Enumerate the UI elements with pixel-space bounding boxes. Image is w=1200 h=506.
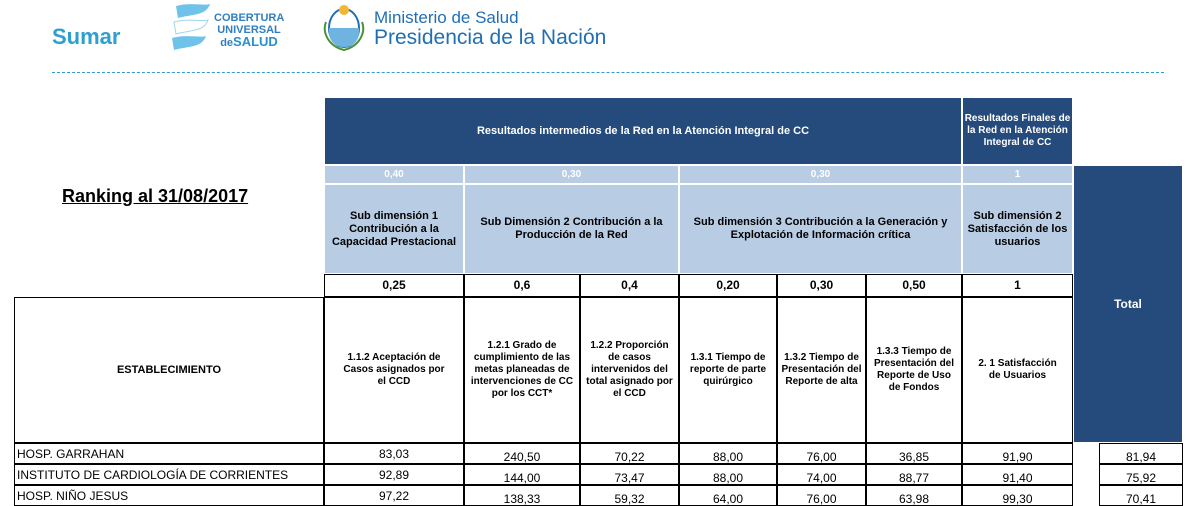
indicator-header: 2. 1 Satisfacción de Usuarios <box>962 297 1073 443</box>
table-row-name: HOSP. NIÑO JESUS <box>14 485 324 506</box>
indicator-weight: 0,30 <box>777 274 866 297</box>
total-header: Total <box>1073 165 1183 443</box>
indicator-weight: 0,50 <box>866 274 962 297</box>
table-total: 70,41 <box>1099 485 1183 506</box>
header-divider <box>52 72 1164 73</box>
subdimension-header: Sub dimensión 2 Satisfacción de los usuarios <box>962 184 1073 274</box>
table-cell: 73,47 <box>580 464 679 485</box>
indicator-weight: 0,25 <box>324 274 464 297</box>
table-cell: 88,00 <box>679 464 777 485</box>
cobertura-line2: UNIVERSAL <box>217 24 281 36</box>
indicator-header: 1.3.1 Tiempo de reporte de parte quirúrgico <box>679 297 777 443</box>
group-weight: 0,40 <box>324 165 464 184</box>
cobertura-line1: COBERTURA <box>214 12 285 24</box>
table-cell: 91,90 <box>962 443 1073 464</box>
table-cell: 92,89 <box>324 464 464 485</box>
table-cell: 83,03 <box>324 443 464 464</box>
sumar-logo-text: Sumar <box>52 24 121 49</box>
table-cell: 99,30 <box>962 485 1073 506</box>
indicator-weight: 1 <box>962 274 1073 297</box>
table-total: 81,94 <box>1099 443 1183 464</box>
group-weight: 1 <box>962 165 1073 184</box>
group-finales-header: Resultados Finales de la Red en la Atención Integral de CC <box>962 97 1073 165</box>
indicator-weight: 0,20 <box>679 274 777 297</box>
table-total: 75,92 <box>1099 464 1183 485</box>
cobertura-logo <box>214 12 284 49</box>
table-cell: 88,77 <box>866 464 962 485</box>
indicator-header: 1.3.2 Tiempo de Presentación del Reporte de alta <box>777 297 866 443</box>
group-weight: 0,30 <box>679 165 962 184</box>
subdimension-header: Sub Dimensión 2 Contribución a la Producción de la Red <box>464 184 679 274</box>
indicator-header: 1.1.2 Aceptación de Casos asignados por el CCD <box>324 297 464 443</box>
ranking-title: Ranking al 31/08/2017 <box>62 186 249 206</box>
table-cell: 59,32 <box>580 485 679 506</box>
table-row-name: HOSP. GARRAHAN <box>14 443 324 464</box>
subdimension-header: Sub dimensión 1 Contribución a la Capacidad Prestacional <box>324 184 464 274</box>
table-cell: 36,85 <box>866 443 962 464</box>
subdimension-header: Sub dimensión 3 Contribución a la Generación y Explotación de Información crítica <box>679 184 962 274</box>
group-intermedios-header: Resultados intermedios de la Red en la Atención Integral de CC <box>324 97 962 165</box>
ministerio-title: Ministerio de Salud <box>374 8 519 27</box>
table-cell: 88,00 <box>679 443 777 464</box>
indicator-header: 1.2.2 Proporción de casos intervenidos del total asignado por el CCD <box>580 297 679 443</box>
table-cell: 74,00 <box>777 464 866 485</box>
table-cell: 138,33 <box>464 485 580 506</box>
indicator-header: 1.3.3 Tiempo de Presentación del Reporte de Uso de Fondos <box>866 297 962 443</box>
table-cell: 63,98 <box>866 485 962 506</box>
table-cell: 64,00 <box>679 485 777 506</box>
table-cell: 97,22 <box>324 485 464 506</box>
table-row-name: INSTITUTO DE CARDIOLOGÍA DE CORRIENTES <box>14 464 324 485</box>
cobertura-de: de <box>220 37 234 49</box>
indicator-weight: 0,4 <box>580 274 679 297</box>
group-weight: 0,30 <box>464 165 679 184</box>
table-cell: 76,00 <box>777 443 866 464</box>
table-cell: 144,00 <box>464 464 580 485</box>
indicator-weight: 0,6 <box>464 274 580 297</box>
establecimiento-header: ESTABLECIMIENTO <box>14 297 324 443</box>
presidencia-title: Presidencia de la Nación <box>374 26 607 49</box>
table-cell: 91,40 <box>962 464 1073 485</box>
table-cell: 76,00 <box>777 485 866 506</box>
national-shield-icon <box>322 2 366 52</box>
indicator-header: 1.2.1 Grado de cumplimiento de las metas planeadas de intervenciones de CC por los CCT* <box>464 297 580 443</box>
table-cell: 240,50 <box>464 443 580 464</box>
cobertura-salud: SALUD <box>233 34 278 49</box>
flag-swoosh-icon <box>170 2 212 56</box>
table-cell: 70,22 <box>580 443 679 464</box>
